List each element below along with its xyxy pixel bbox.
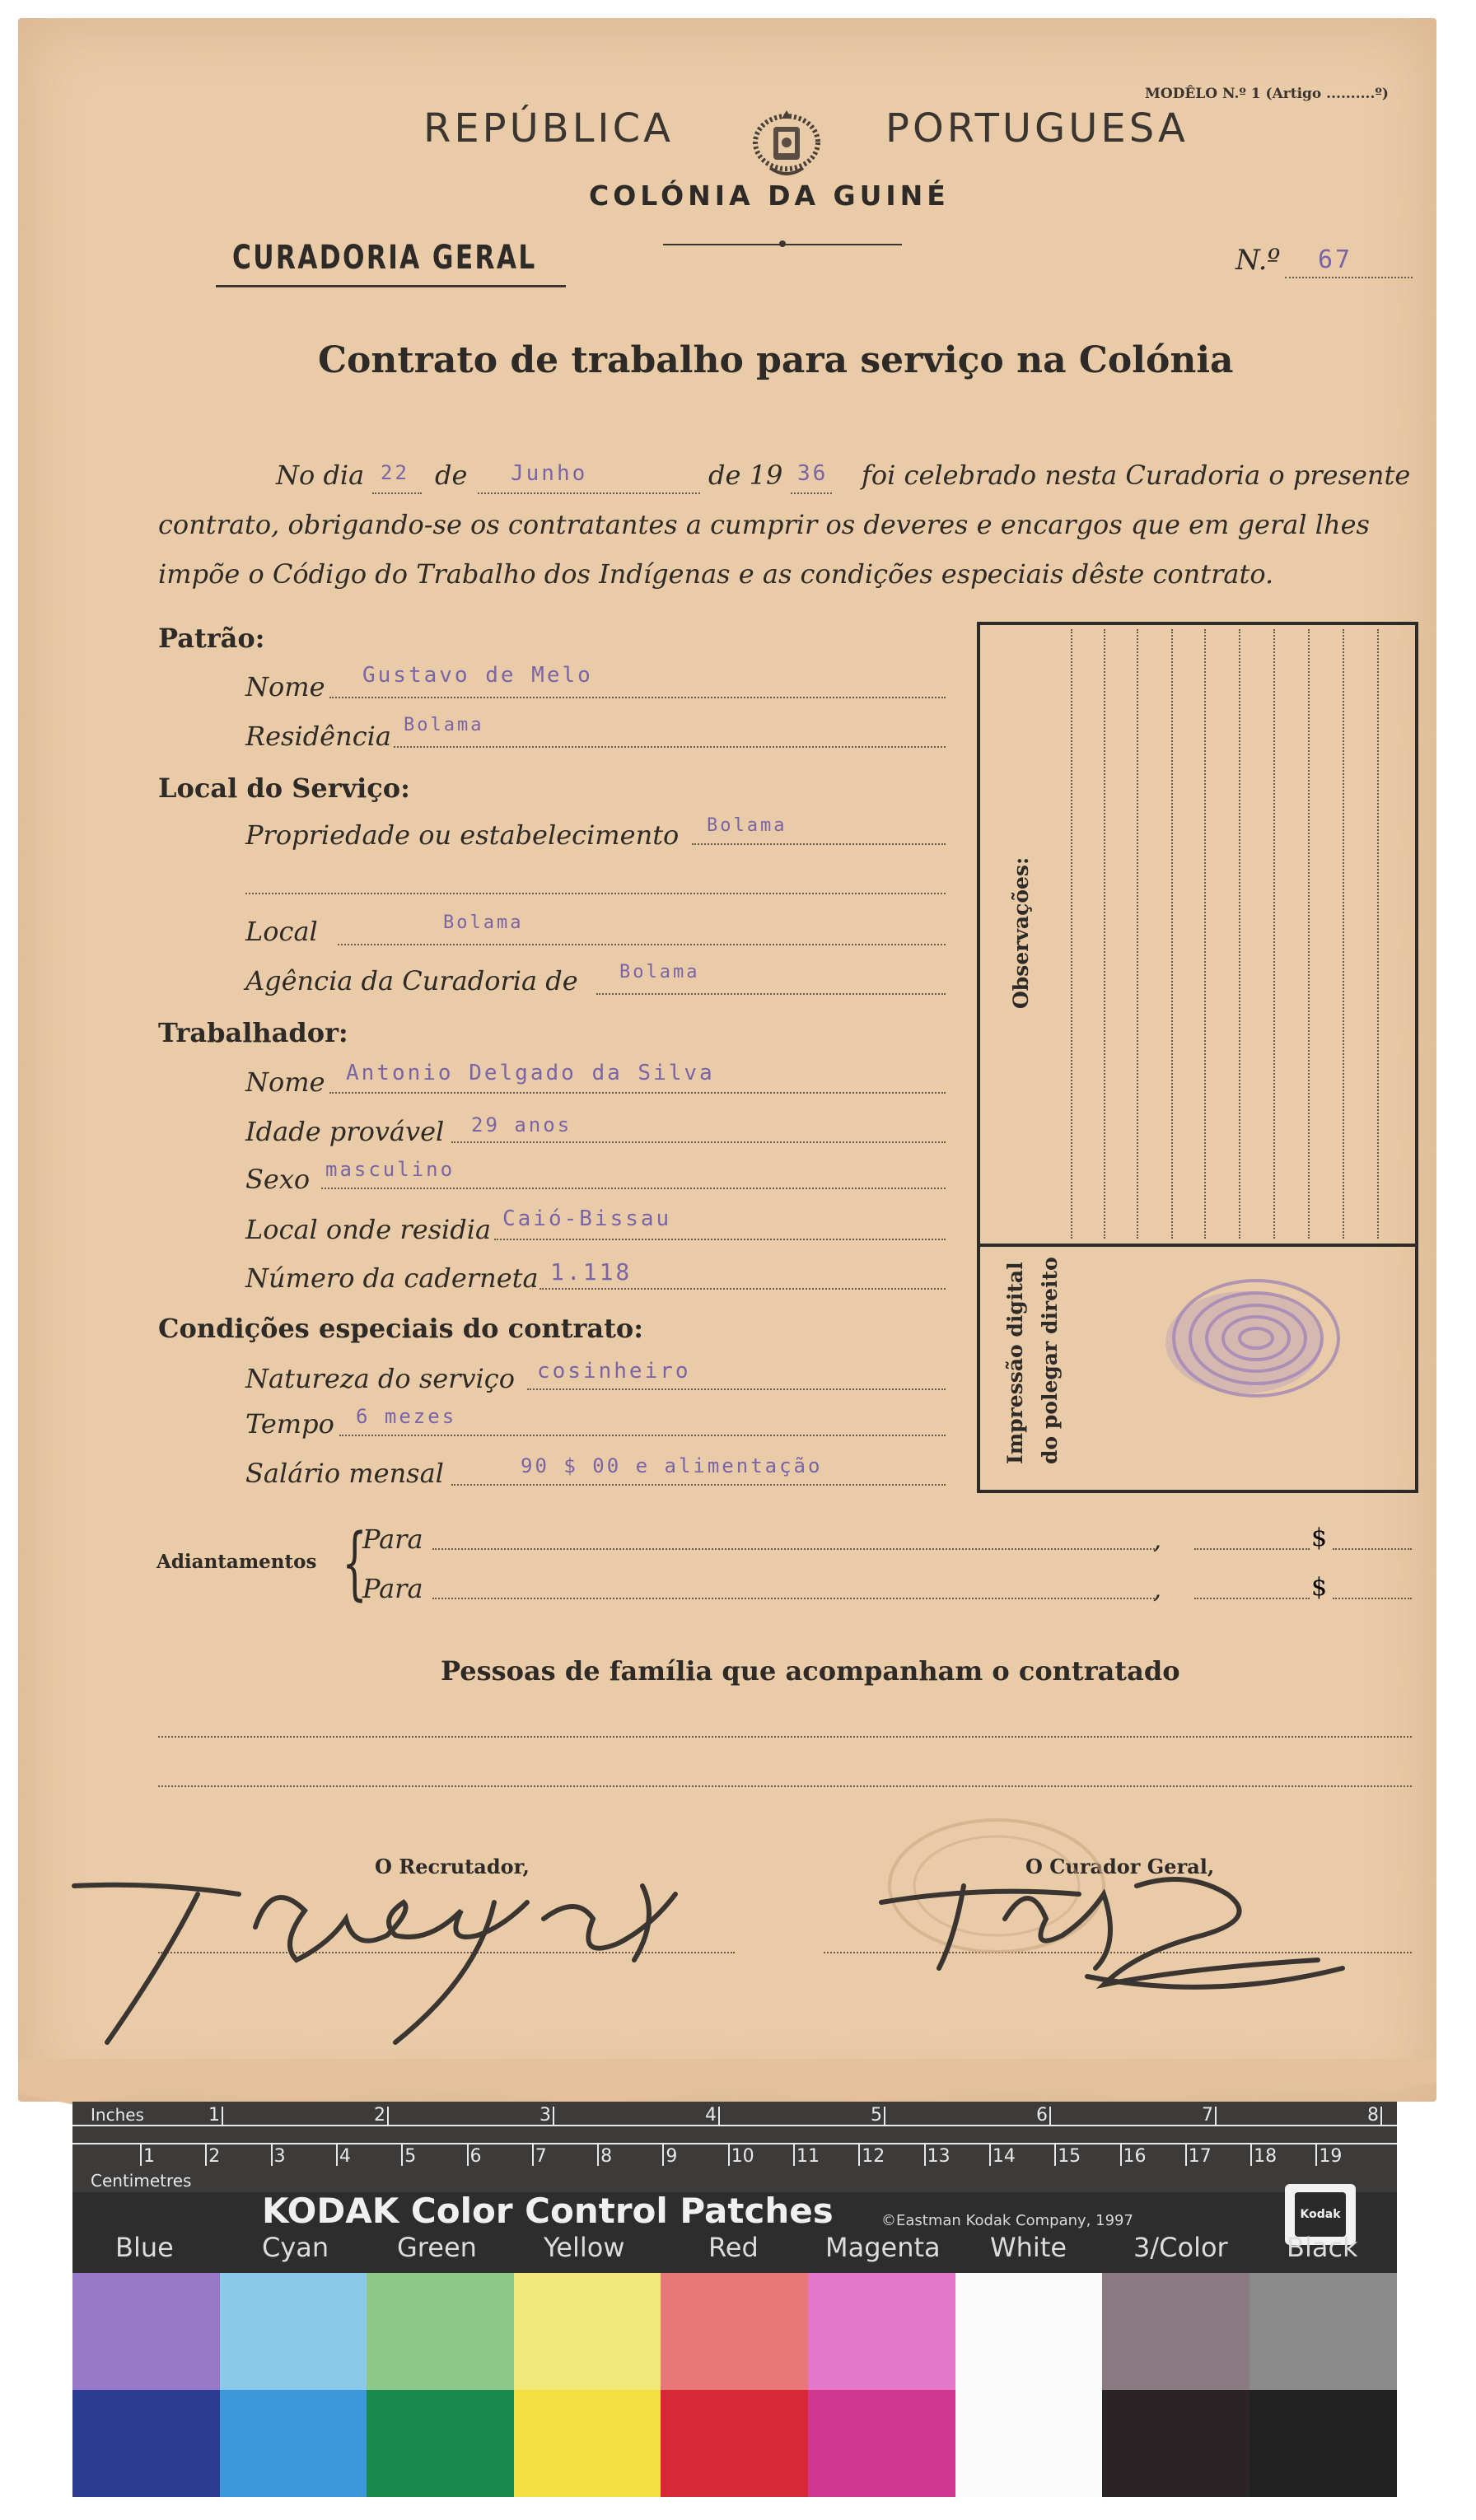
trabalhador-nome-line	[329, 1092, 946, 1094]
ruler-inch-tick	[222, 2107, 223, 2126]
propriedade-line	[692, 843, 946, 845]
tempo-label: Tempo	[245, 1408, 334, 1440]
ruler-inch-label: 6	[1036, 2105, 1048, 2126]
ruler-inch-label: 5	[871, 2105, 882, 2126]
kodak-copyright: ©Eastman Kodak Company, 1997	[881, 2212, 1133, 2229]
ruler-cm-label: 2	[208, 2146, 221, 2167]
ruler-cm-tick	[205, 2144, 207, 2166]
ruler-cm-tick	[532, 2144, 534, 2166]
obs-rule-10	[1377, 629, 1379, 1239]
ruler-cm-tick	[140, 2144, 142, 2166]
natureza-label: Natureza do serviço	[245, 1363, 515, 1394]
ruler-inch-label: 2	[374, 2105, 385, 2126]
color-name-label: Cyan	[262, 2232, 329, 2263]
color-patch-dark	[955, 2390, 1104, 2497]
idade-label: Idade provável	[245, 1116, 445, 1147]
ruler-cm-label: 11	[796, 2146, 820, 2167]
ruler-inch-baseline	[72, 2125, 1397, 2126]
color-patch-light	[808, 2273, 956, 2390]
ruler-cm-tick	[597, 2144, 599, 2166]
adiantamento-amount-line-2	[1194, 1598, 1310, 1599]
sexo-label: Sexo	[245, 1164, 311, 1195]
color-name-label: Black	[1287, 2232, 1358, 2263]
adiantamento-cents-line-2	[1333, 1598, 1412, 1599]
obs-rule-1	[1071, 629, 1072, 1239]
sexo-line	[321, 1188, 946, 1189]
patrao-nome-line	[329, 697, 946, 698]
ruler-cm-label: 8	[600, 2146, 613, 2167]
obs-rule-9	[1343, 629, 1344, 1239]
adiantamento-line-1	[432, 1548, 1157, 1550]
adiantamento-comma-1: ,	[1153, 1524, 1162, 1555]
color-patch-dark	[1102, 2390, 1250, 2497]
color-name-label: Blue	[115, 2232, 174, 2263]
color-name-label: White	[990, 2232, 1067, 2263]
color-patch-dark	[1249, 2390, 1398, 2497]
numero-value: 67	[1318, 245, 1353, 274]
intro-line2: contrato, obrigando-se os contratantes a cumprir os deveres e encargos que em geral lhes	[158, 509, 1370, 540]
ruler-cm-tick	[401, 2144, 403, 2166]
adiantamento-dollar-2: $	[1311, 1573, 1328, 1602]
trabalhador-nome-label: Nome	[245, 1066, 325, 1098]
salario-value: 90 $ 00 e alimentação	[521, 1454, 823, 1477]
adiantamento-para-2: Para	[362, 1573, 423, 1604]
ruler-cm-label: 6	[469, 2146, 482, 2167]
ruler-cm-label: 15	[1058, 2146, 1081, 2167]
color-patch-light	[72, 2273, 221, 2390]
coat-of-arms-icon	[745, 105, 828, 184]
ruler-cm-label: 4	[339, 2146, 351, 2167]
ruler-inch-label: 1	[208, 2105, 220, 2126]
intro-rest-line1: foi celebrado nesta Curadoria o presente	[862, 460, 1411, 491]
ruler-cm-label: 9	[666, 2146, 678, 2167]
ruler-cm-label: 14	[992, 2146, 1016, 2167]
kodak-title: KODAK Color Control Patches	[262, 2191, 834, 2231]
sexo-value: masculino	[325, 1158, 455, 1181]
ano-line	[791, 492, 832, 494]
ruler-cm-tick	[271, 2144, 273, 2166]
adiantamento-cents-line-1	[1333, 1548, 1412, 1550]
ruler-cm-tick	[924, 2144, 926, 2166]
header-republica: REPÚBLICA	[423, 105, 674, 152]
caderneta-label: Número da caderneta	[245, 1262, 539, 1294]
observacoes-divider	[977, 1244, 1415, 1247]
trabalhador-heading: Trabalhador:	[158, 1017, 348, 1048]
ruler-cm-tick	[336, 2144, 338, 2166]
obs-rule-7	[1273, 629, 1275, 1239]
propriedade-line-2	[245, 893, 946, 894]
header-divider-dot	[779, 240, 786, 247]
obs-rule-8	[1308, 629, 1310, 1239]
obs-rule-2	[1104, 629, 1105, 1239]
pessoas-line-1	[158, 1736, 1412, 1738]
color-patch-dark	[72, 2390, 221, 2497]
color-patch-light	[1102, 2273, 1250, 2390]
curador-label: O Curador Geral,	[1025, 1855, 1215, 1878]
ruler-inches-label: Inches	[91, 2105, 144, 2125]
color-patch-dark	[367, 2390, 515, 2497]
modelo-number: MODÊLO N.º 1 (Artigo ..........º)	[1145, 86, 1389, 102]
ruler-inch-tick	[1215, 2107, 1217, 2126]
intro-dia-value: 22	[381, 461, 409, 484]
agencia-value: Bolama	[619, 962, 700, 982]
adiantamentos-brace: {	[342, 1517, 367, 1609]
color-name-label: Yellow	[544, 2232, 625, 2263]
ruler-cm-label: 19	[1319, 2146, 1343, 2167]
adiantamentos-label: Adiantamentos	[156, 1551, 317, 1573]
obs-rule-3	[1137, 629, 1138, 1239]
patrao-residencia-value: Bolama	[404, 715, 484, 735]
ruler-cm-label: 16	[1123, 2146, 1147, 2167]
ruler-inch-tick	[1049, 2107, 1051, 2126]
obs-rule-6	[1239, 629, 1240, 1239]
residia-line	[494, 1239, 946, 1240]
intro-no-dia: No dia	[276, 460, 365, 491]
ruler-cm-label: 12	[862, 2146, 885, 2167]
natureza-line	[527, 1388, 946, 1390]
color-name-label: Green	[397, 2232, 477, 2263]
adiantamento-para-1: Para	[362, 1524, 423, 1555]
color-patch-dark	[220, 2390, 368, 2497]
propriedade-value: Bolama	[707, 815, 787, 836]
color-patch-dark	[514, 2390, 662, 2497]
ruler-centimetres-label: Centimetres	[91, 2171, 192, 2191]
adiantamento-line-2	[432, 1598, 1157, 1599]
ruler-cm-tick	[1315, 2144, 1317, 2166]
patrao-nome-value: Gustavo de Melo	[362, 663, 593, 688]
impressao-label-2: do polegar direito	[1038, 1257, 1062, 1464]
ruler-cm-label: 1	[143, 2146, 155, 2167]
intro-de: de	[435, 460, 468, 491]
ruler-cm-tick	[1054, 2144, 1056, 2166]
agencia-label: Agência da Curadoria de	[245, 965, 578, 996]
patrao-heading: Patrão:	[158, 623, 265, 654]
color-patch-light	[1249, 2273, 1398, 2390]
intro-mes-value: Junho	[511, 461, 588, 486]
ruler-cm-label: 17	[1188, 2146, 1212, 2167]
ruler-cm-label: 13	[927, 2146, 951, 2167]
ruler-inch-tick	[387, 2107, 389, 2126]
color-name-label: Magenta	[825, 2232, 941, 2263]
ruler-cm-tick	[1120, 2144, 1122, 2166]
salario-label: Salário mensal	[245, 1458, 444, 1489]
ruler-cm-label: 18	[1254, 2146, 1277, 2167]
curador-signature-icon	[873, 1869, 1400, 2009]
pessoas-line-2	[158, 1785, 1412, 1787]
residia-label: Local onde residia	[245, 1214, 492, 1245]
ruler-cm-tick	[793, 2144, 795, 2166]
thumbprint-icon	[1153, 1256, 1359, 1421]
ruler-cm-tick	[858, 2144, 860, 2166]
patrao-residencia-label: Residência	[245, 721, 391, 752]
ruler-inch-tick	[553, 2107, 554, 2126]
ruler-inch-label: 7	[1202, 2105, 1213, 2126]
ruler-inch-label: 4	[705, 2105, 717, 2126]
local-label: Local	[245, 916, 318, 947]
color-patch-light	[955, 2273, 1104, 2390]
ruler-cm-tick	[989, 2144, 991, 2166]
propriedade-label: Propriedade ou estabelecimento	[245, 819, 680, 851]
obs-rule-4	[1171, 629, 1173, 1239]
agencia-line	[596, 993, 946, 995]
observacoes-label: Observações:	[1009, 856, 1033, 1009]
ruler-inch-tick	[884, 2107, 885, 2126]
header-portuguesa: PORTUGUESA	[885, 105, 1189, 152]
header-colonia: COLÓNIA DA GUINÉ	[589, 180, 950, 212]
natureza-value: cosinheiro	[537, 1359, 691, 1384]
ruler-inch-label: 3	[539, 2105, 551, 2126]
ruler-cm-label: 7	[535, 2146, 547, 2167]
local-servico-heading: Local do Serviço:	[158, 772, 410, 804]
color-patch-light	[367, 2273, 515, 2390]
ruler-cm-label: 10	[731, 2146, 754, 2167]
tempo-value: 6 mezes	[356, 1405, 457, 1428]
mes-line	[478, 492, 700, 494]
idade-line	[451, 1141, 946, 1143]
color-patch-dark	[661, 2390, 809, 2497]
impressao-label-1: Impressão digital	[1003, 1262, 1027, 1464]
caderneta-value: 1.118	[550, 1258, 633, 1286]
adiantamento-comma-2: ,	[1153, 1573, 1162, 1604]
ruler-inch-label: 8	[1367, 2105, 1379, 2126]
intro-ano-value: 36	[797, 461, 829, 486]
local-value: Bolama	[443, 912, 524, 933]
numero-label: N.º	[1235, 244, 1281, 277]
ruler-cm-tick	[728, 2144, 730, 2166]
trabalhador-nome-value: Antonio Delgado da Silva	[346, 1061, 715, 1085]
adiantamento-amount-line-1	[1194, 1548, 1310, 1550]
color-patch-light	[514, 2273, 662, 2390]
obs-rule-5	[1204, 629, 1206, 1239]
tempo-line	[339, 1435, 946, 1436]
ruler-cm-tick	[467, 2144, 469, 2166]
local-line	[338, 944, 946, 945]
ruler-cm-tick	[1250, 2144, 1252, 2166]
caderneta-line	[539, 1288, 946, 1290]
residia-value: Caió-Bissau	[502, 1206, 672, 1231]
salario-line	[451, 1484, 946, 1486]
idade-value: 29 anos	[471, 1113, 572, 1136]
condicoes-heading: Condições especiais do contrato:	[158, 1313, 644, 1344]
ruler-inch-tick	[718, 2107, 720, 2126]
curadoria-geral: CURADORIA GERAL	[232, 239, 537, 277]
ruler-inch-tick	[1380, 2107, 1382, 2126]
color-name-label: Red	[708, 2232, 759, 2263]
recrutador-label: O Recrutador,	[375, 1855, 530, 1878]
numero-line	[1285, 277, 1413, 278]
curadoria-underline	[216, 285, 566, 287]
ruler-cm-tick	[662, 2144, 664, 2166]
contract-title: Contrato de trabalho para serviço na Colónia	[318, 339, 1234, 381]
color-patch-light	[661, 2273, 809, 2390]
ruler-cm-label: 3	[273, 2146, 286, 2167]
dia-line	[372, 492, 422, 494]
color-name-label: 3/Color	[1133, 2232, 1228, 2263]
ruler-cm-tick	[1185, 2144, 1187, 2166]
recrutador-signature-icon	[66, 1869, 741, 2051]
pessoas-familia-heading: Pessoas de família que acompanham o contratado	[441, 1655, 1180, 1687]
patrao-residencia-line	[394, 746, 946, 748]
color-patch-dark	[808, 2390, 956, 2497]
intro-line3: impõe o Código do Trabalho dos Indígenas e as condições especiais dêste contrato.	[158, 558, 1274, 590]
ruler-cm-label: 5	[404, 2146, 417, 2167]
adiantamento-dollar-1: $	[1311, 1524, 1328, 1552]
kodak-logo-text: Kodak	[1295, 2192, 1346, 2237]
color-patch-light	[220, 2273, 368, 2390]
intro-de-19: de 19	[708, 460, 783, 491]
patrao-nome-label: Nome	[245, 671, 325, 702]
